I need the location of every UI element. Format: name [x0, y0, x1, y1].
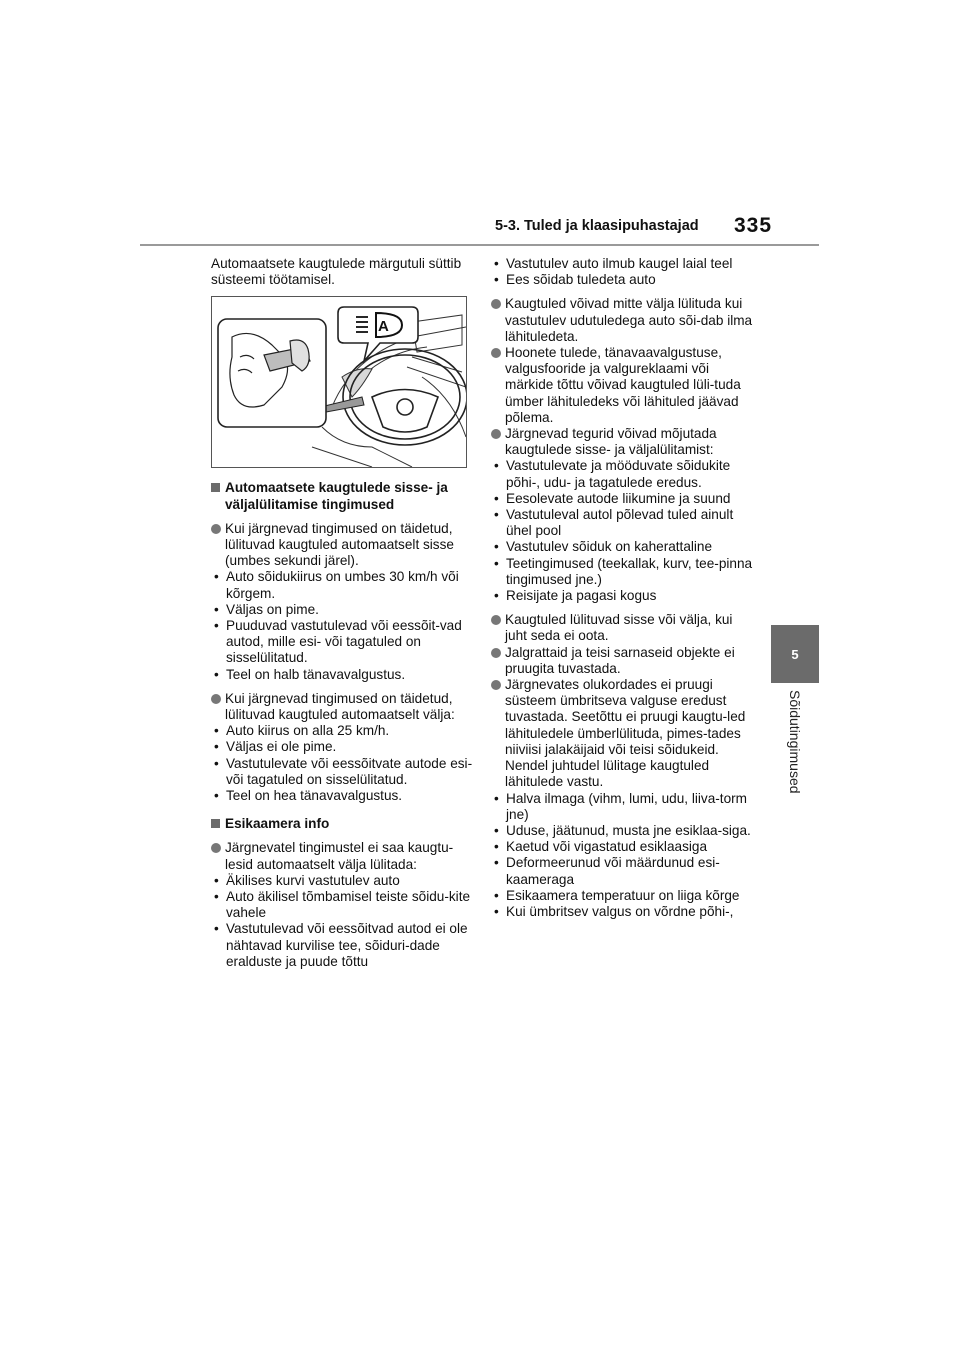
list-item: • Väljas ei ole pime. [211, 739, 473, 755]
bullet-list [491, 458, 753, 604]
list-item: Jalgrattaid ja teisi sarnaseid objekte ei pruugita tuvastada. [491, 645, 753, 677]
bullet-list [211, 723, 473, 804]
icon-letter: A [378, 318, 389, 336]
list-item: • Vastutulev sõiduk on kaherattaline [491, 539, 753, 555]
dashboard-illustration [212, 297, 466, 467]
list-item: Kaugtuled lülituvad sisse või välja, kui juht seda ei oota. [491, 612, 753, 644]
list-item: Järgnevatel tingimustel ei saa kaugtu-lesid automaatselt välja lülitada: [211, 840, 473, 872]
square-bullet-icon [211, 483, 220, 492]
list-item: • Auto kiirus on alla 25 km/h. [211, 723, 473, 739]
list-item: • Uduse, jäätunud, musta jne esiklaa-siga. [491, 823, 753, 839]
bullet-list [491, 256, 753, 288]
list-item: • Kui ümbritsev valgus on võrdne põhi-, [491, 904, 753, 920]
list-item: • Teel on hea tänavavalgustus. [211, 788, 473, 804]
list-item: • Reisijate ja pagasi kogus [491, 588, 753, 604]
list-item: • Ees sõidab tuledeta auto [491, 272, 753, 288]
list-item: • Äkilises kurvi vastutulev auto [211, 873, 473, 889]
bullet-list [211, 873, 473, 970]
section-title: 5-3. Tuled ja klaasipuhastajad [495, 218, 699, 234]
round-bullet-icon [491, 615, 501, 625]
section-heading-camera: Esikaamera info [211, 816, 473, 832]
intro-text: Automaatsete kaugtulede märgutuli süttib süsteemi töötamisel. [211, 256, 462, 288]
bullet-list [211, 569, 473, 682]
list-item: • Vastutulevad või eessõitvad autod ei ole nähtavad kurvilise tee, sõiduri-dade eralduste ja puude tõttu [211, 921, 473, 970]
round-bullet-icon [211, 843, 221, 853]
chapter-tab: 5 [771, 625, 819, 683]
list-item: Kui järgnevad tingimused on täidetud, lülituvad kaugtuled automaatselt välja: [211, 691, 473, 723]
bullet-list [491, 791, 753, 921]
list-item: • Teetingimused (teekallak, kurv, tee-pinna tingimused jne.) [491, 556, 753, 588]
list-item: • Halva ilmaga (vihm, lumi, udu, liiva-torm jne) [491, 791, 753, 823]
round-bullet-icon [491, 299, 501, 309]
list-item: • Vastutulevate või eessõitvate autode esi- või tagatuled on sisselülitatud. [211, 756, 473, 788]
round-bullet-icon [491, 429, 501, 439]
header-divider [140, 244, 819, 246]
round-bullet-icon [491, 680, 501, 690]
list-item: • Teel on halb tänavavalgustus. [211, 667, 473, 683]
round-bullet-icon [211, 694, 221, 704]
list-item: Järgnevates olukordades ei pruugi süsteem ümbritseva valguse eredust tuvastada. Seetõttu ei pruugi kaugtu-led lähituledele ümberlülituda, pimes-tades niiviisi jalakäijaid või teisi sõidukeid. Nendel juhtudel lülitage kaugtuled lähitulede vastu. [491, 677, 753, 790]
page-number: 335 [734, 214, 773, 237]
list-item: • Väljas on pime. [211, 602, 473, 618]
section-heading-conditions: Automaatsete kaugtulede sisse- ja väljalülitamise tingimused [211, 480, 473, 512]
list-item: • Puuduvad vastutulevad või eessõit-vad autod, mille esi- või tagatuled on sisselülitatud. [211, 618, 473, 667]
round-bullet-icon [211, 524, 221, 534]
list-item: • Vastutuleval autol põlevad tuled ainult ühel pool [491, 507, 753, 539]
list-item: • Esikaamera temperatuur on liiga kõrge [491, 888, 753, 904]
list-item: Kui järgnevad tingimused on täidetud, lülituvad kaugtuled automaatselt sisse (umbes sekundi järel). [211, 521, 473, 570]
round-bullet-icon [491, 348, 501, 358]
list-item: • Deformeerunud või määrdunud esi-kaameraga [491, 855, 753, 887]
list-item: • Auto sõidukiirus on umbes 30 km/h või kõrgem. [211, 569, 473, 601]
list-item: Kaugtuled võivad mitte välja lülituda kui vastutulev udutuledega auto sõi-dab ilma lähituledeta. [491, 296, 753, 345]
chapter-label: Sõidutingimused [787, 690, 803, 794]
square-bullet-icon [211, 819, 220, 828]
list-item: • Kaetud või vigastatud esiklaasiga [491, 839, 753, 855]
right-column [491, 256, 753, 928]
list-item: • Eesolevate autode liikumine ja suund [491, 491, 753, 507]
round-bullet-icon [491, 648, 501, 658]
list-item: • Auto äkilisel tõmbamisel teiste sõidu-kite vahele [211, 889, 473, 921]
figure-auto-high-beam [211, 296, 467, 468]
list-item: • Vastutulev auto ilmub kaugel laial teel [491, 256, 753, 272]
left-column [211, 256, 473, 978]
list-item: Hoonete tulede, tänavaavalgustuse, valgusfooride ja valgureklaami või märkide tõttu võivad kaugtuled lüli-tuda ümber lähituledeks või lähituled jäävad põlema. [491, 345, 753, 426]
list-item: Järgnevad tegurid võivad mõjutada kaugtulede sisse- ja väljalülitamist: [491, 426, 753, 458]
list-item: • Vastutulevate ja mööduvate sõidukite põhi-, udu- ja tagatulede eredus. [491, 458, 753, 490]
